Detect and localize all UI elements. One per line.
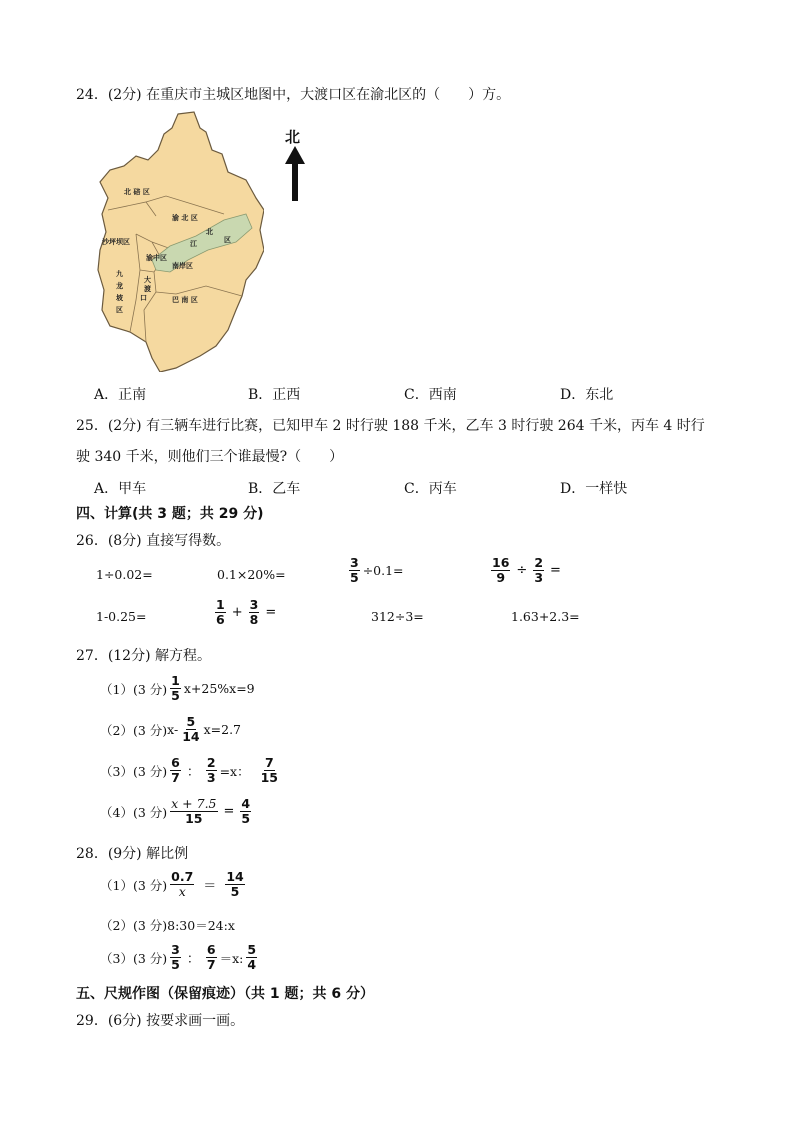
denominator: x bbox=[178, 884, 186, 899]
fraction bbox=[491, 556, 510, 585]
label-yubei: 渝 北 区 bbox=[172, 214, 198, 222]
section-4-heading: 四、计算(共 3 题；共 29 分) bbox=[76, 506, 264, 522]
label-jiulongpo-2: 龙 bbox=[116, 282, 123, 290]
part-label: （1）(3 分) bbox=[100, 877, 168, 893]
denominator: 15 bbox=[260, 770, 278, 785]
expression-rest: ÷0.1= bbox=[362, 563, 404, 578]
denominator: 7 bbox=[206, 957, 216, 972]
q26-title: 26．(8分) 直接写得数。 bbox=[76, 533, 231, 549]
q28-part1 bbox=[100, 870, 248, 899]
part-label: （4）(3 分) bbox=[100, 804, 168, 820]
part-label: （1）(3 分) bbox=[100, 681, 168, 697]
q24-text: 24．(2分) 在重庆市主城区地图中，大渡口区在渝北区的（ ）方。 bbox=[76, 87, 511, 103]
denominator: 4 bbox=[247, 957, 257, 972]
q25-line2: 驶 340 千米，则他们三个谁最慢?（ ） bbox=[76, 449, 344, 465]
expression-mid: ＝x: bbox=[219, 950, 244, 966]
part-label: （2）(3 分) bbox=[100, 722, 168, 738]
fraction bbox=[260, 756, 279, 785]
q26-r2c4: 1.63+2.3= bbox=[511, 609, 580, 624]
expression-rest: x=2.7 bbox=[203, 722, 242, 737]
fraction bbox=[170, 943, 181, 972]
numerator: 3 bbox=[350, 555, 359, 570]
q26-r2c2 bbox=[212, 598, 279, 627]
label-beibei: 北 碚 区 bbox=[124, 188, 150, 196]
q29-text: 29．(6分) 按要求画一画。 bbox=[76, 1013, 245, 1029]
numerator: 6 bbox=[206, 942, 216, 957]
expression-rest: 8:30＝24:x bbox=[167, 918, 235, 933]
label-jiangbei-1: 北 bbox=[206, 228, 213, 236]
denominator: 5 bbox=[230, 884, 240, 899]
denominator: 14 bbox=[182, 729, 200, 744]
chongqing-district-map bbox=[96, 110, 264, 372]
fraction bbox=[170, 797, 217, 826]
q24-option-a: A．正南 bbox=[94, 387, 147, 403]
q26-r1c4 bbox=[488, 556, 564, 585]
denominator: 3 bbox=[206, 770, 216, 785]
numerator: x + 7.5 bbox=[171, 796, 217, 811]
numerator: 0.7 bbox=[171, 869, 194, 884]
label-jiulongpo-1: 九 bbox=[116, 270, 123, 278]
colon: ： bbox=[186, 952, 200, 967]
fraction bbox=[240, 797, 251, 826]
fraction bbox=[225, 870, 244, 899]
q26-r1c2: 0.1×20%= bbox=[217, 567, 286, 582]
numerator: 16 bbox=[492, 555, 510, 570]
denominator: 9 bbox=[496, 570, 506, 585]
q28-part3 bbox=[100, 943, 260, 972]
denominator: 5 bbox=[350, 570, 359, 585]
numerator: 2 bbox=[206, 755, 216, 770]
label-yuzhong: 渝中区 bbox=[146, 254, 167, 262]
label-dadukou-2: 渡 bbox=[144, 285, 151, 293]
label-nanan: 南岸区 bbox=[172, 262, 193, 270]
q25-option-b: B．乙车 bbox=[248, 481, 301, 497]
equals: = bbox=[223, 804, 235, 819]
part-label: （3）(3 分) bbox=[100, 763, 168, 779]
label-dadukou-3: 口 bbox=[140, 294, 147, 302]
numerator: 5 bbox=[247, 942, 257, 957]
label-banan: 巴 南 区 bbox=[172, 296, 198, 304]
q24-option-d: D．东北 bbox=[560, 387, 614, 403]
expression-pre: x- bbox=[167, 722, 179, 737]
colon: ： bbox=[186, 765, 200, 780]
section-5-heading: 五、尺规作图（保留痕迹）（共 1 题；共 6 分） bbox=[76, 986, 374, 1002]
q27-part2 bbox=[100, 715, 241, 744]
q24-option-b: B．正西 bbox=[248, 387, 301, 403]
numerator: 4 bbox=[241, 796, 251, 811]
denominator: 6 bbox=[216, 612, 225, 627]
numerator: 3 bbox=[249, 597, 259, 612]
fraction bbox=[533, 556, 544, 585]
label-jiulongpo-4: 区 bbox=[116, 306, 123, 314]
north-arrow-icon bbox=[284, 146, 306, 202]
denominator: 5 bbox=[171, 957, 180, 972]
q25-option-c: C．丙车 bbox=[404, 481, 457, 497]
fraction bbox=[170, 756, 181, 785]
expression-rest: x+25%x=9 bbox=[183, 681, 255, 696]
label-jiulongpo-3: 坡 bbox=[116, 294, 123, 302]
expression-mid: =x： bbox=[219, 763, 250, 779]
denominator: 5 bbox=[171, 688, 180, 703]
denominator: 8 bbox=[249, 612, 259, 627]
numerator: 6 bbox=[171, 755, 180, 770]
q24-option-c: C．西南 bbox=[404, 387, 457, 403]
fraction bbox=[246, 943, 257, 972]
operator: + bbox=[231, 605, 243, 620]
fraction bbox=[181, 715, 200, 744]
fraction bbox=[170, 870, 194, 899]
fraction bbox=[249, 598, 260, 627]
fraction bbox=[206, 943, 217, 972]
numerator: 5 bbox=[186, 714, 196, 729]
numerator: 1 bbox=[171, 673, 180, 688]
q27-title: 27．(12分) 解方程。 bbox=[76, 648, 212, 664]
q26-r2c1: 1-0.25= bbox=[96, 609, 147, 624]
numerator: 14 bbox=[226, 869, 244, 884]
denominator: 3 bbox=[534, 570, 544, 585]
q25-line1: 25．(2分) 有三辆车进行比赛，已知甲车 2 时行驶 188 千米，乙车 3 时行驶 264 千米，丙车 4 时行 bbox=[76, 418, 705, 434]
q25-option-d: D．一样快 bbox=[560, 481, 628, 497]
q26-r2c3: 312÷3= bbox=[371, 609, 424, 624]
q28-part2 bbox=[100, 916, 235, 934]
label-jiangbei-2: 江 bbox=[190, 240, 197, 248]
fraction bbox=[349, 556, 360, 585]
label-jiangbei-3: 区 bbox=[224, 236, 231, 244]
numerator: 2 bbox=[534, 555, 544, 570]
north-label: 北 bbox=[285, 128, 301, 146]
part-label: （3）(3 分) bbox=[100, 950, 168, 966]
q26-r1c1: 1÷0.02= bbox=[96, 567, 153, 582]
equals: = bbox=[550, 563, 561, 578]
numerator: 7 bbox=[264, 755, 274, 770]
denominator: 5 bbox=[241, 811, 251, 826]
q25-option-a: A．甲车 bbox=[94, 481, 147, 497]
denominator: 15 bbox=[185, 811, 203, 826]
label-shapingba: 沙坪坝区 bbox=[102, 238, 130, 246]
numerator: 3 bbox=[171, 942, 180, 957]
equals: ＝ bbox=[203, 879, 217, 894]
q28-title: 28．(9分) 解比例 bbox=[76, 846, 189, 862]
q27-part4 bbox=[100, 797, 254, 826]
fraction bbox=[170, 674, 181, 703]
numerator: 1 bbox=[216, 597, 225, 612]
fraction bbox=[206, 756, 217, 785]
label-dadukou-1: 大 bbox=[144, 276, 151, 284]
q27-part3 bbox=[100, 756, 282, 785]
operator: ÷ bbox=[516, 563, 528, 578]
equals: = bbox=[265, 605, 277, 620]
q26-r1c3 bbox=[346, 556, 404, 585]
q27-part1 bbox=[100, 674, 255, 703]
fraction bbox=[215, 598, 226, 627]
denominator: 7 bbox=[171, 770, 180, 785]
part-label: （2）(3 分) bbox=[100, 918, 168, 933]
